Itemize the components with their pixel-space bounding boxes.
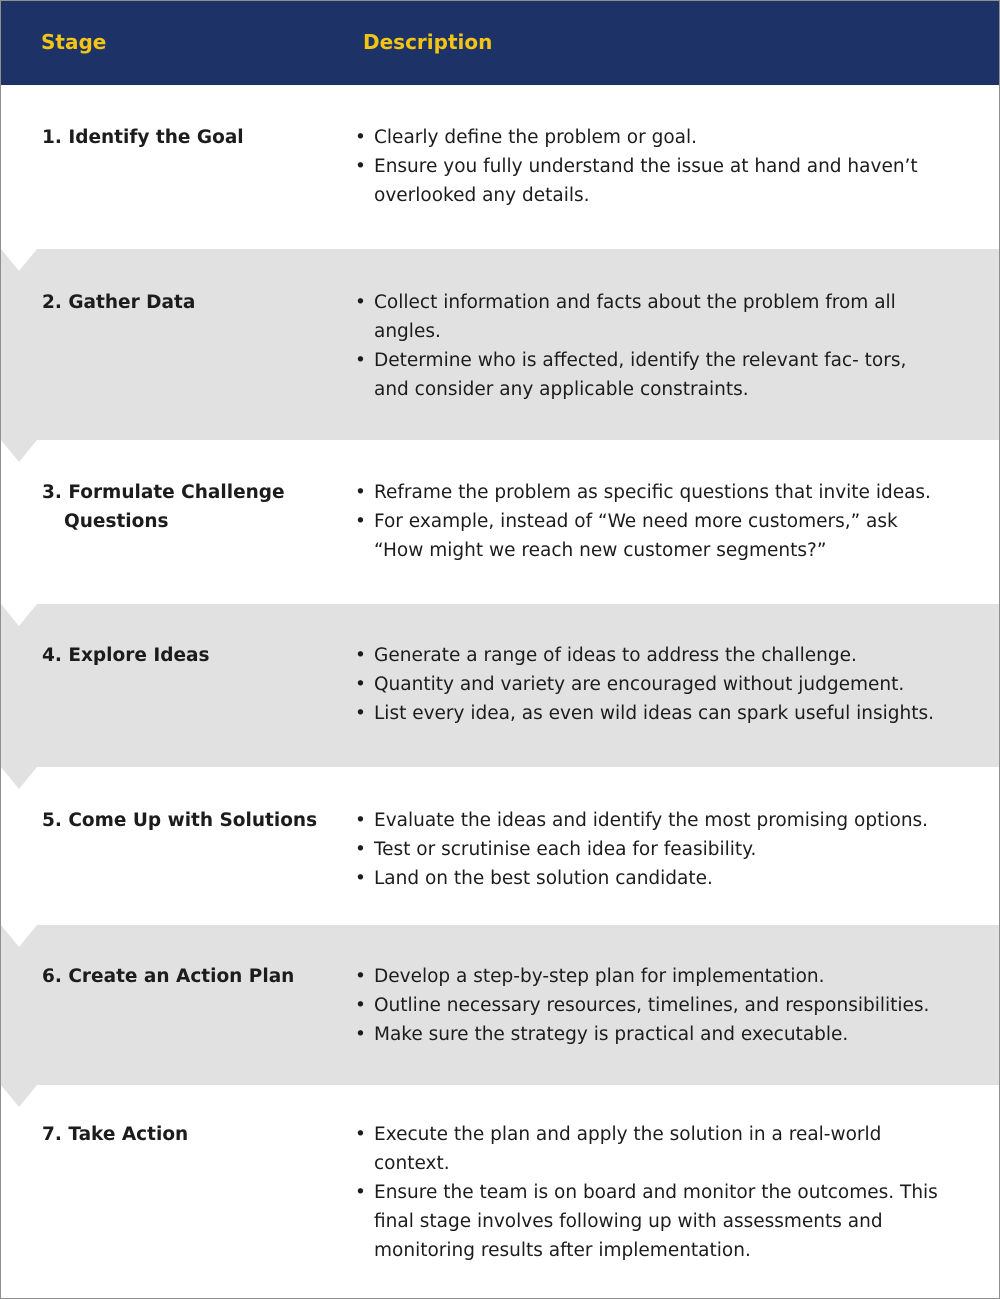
- description-bullet: • Make sure the strategy is practical and executable.: [353, 1020, 983, 1049]
- stage-text: 4. Explore Ideas: [42, 645, 210, 666]
- description-list: [353, 806, 983, 893]
- stage-label: [42, 962, 332, 991]
- description-list: [353, 123, 983, 210]
- chevron-notch: [1, 1085, 37, 1107]
- description-bullet: • Land on the best solution candidate.: [353, 864, 983, 893]
- table-header: [1, 1, 999, 85]
- description-bullet: • List every idea, as even wild ideas can spark useful insights.: [353, 699, 983, 728]
- stage-label: [42, 288, 332, 317]
- stage-text: 1. Identify the Goal: [42, 127, 244, 148]
- description-list: [353, 1120, 983, 1265]
- stage-column-header: Stage: [41, 30, 107, 54]
- stage-text: 5. Come Up with Solutions: [42, 810, 318, 831]
- description-bullet: • Determine who is affected, identify the relevant fac- tors, and consider any applicable constraints.: [353, 346, 909, 404]
- chevron-notch: [1, 440, 37, 462]
- description-bullet: • Outline necessary resources, timelines, and responsibilities.: [353, 991, 983, 1020]
- stage-label: [42, 1120, 332, 1149]
- description-list: [353, 641, 983, 728]
- description-bullet: • Execute the plan and apply the solution in a real-world context.: [353, 1120, 919, 1178]
- description-bullet: • Collect information and facts about the problem from all angles.: [353, 288, 909, 346]
- description-bullet: • Clearly define the problem or goal.: [353, 123, 983, 152]
- stage-text: 3. Formulate Challenge: [42, 482, 285, 503]
- description-bullet: • Quantity and variety are encouraged without judgement.: [353, 670, 983, 699]
- description-bullet: • Test or scrutinise each idea for feasibility.: [353, 835, 983, 864]
- description-column-header: Description: [363, 30, 493, 54]
- chevron-notch: [1, 767, 37, 789]
- chevron-notch: [1, 604, 37, 626]
- description-bullet: • Ensure the team is on board and monitor the outcomes. This final stage involves following up with assessments and monitoring results after implementation.: [353, 1178, 949, 1265]
- stage-label: [42, 641, 332, 670]
- description-bullet: • Generate a range of ideas to address the challenge.: [353, 641, 983, 670]
- stage-label: [42, 123, 332, 152]
- description-list: [353, 288, 983, 404]
- stage-text-continuation: Questions: [64, 511, 169, 532]
- stage-text: 2. Gather Data: [42, 292, 196, 313]
- description-list: [353, 962, 983, 1049]
- description-bullet: • Reframe the problem as specific questions that invite ideas.: [353, 478, 983, 507]
- stage-text: 7. Take Action: [42, 1124, 189, 1145]
- stage-text: 6. Create an Action Plan: [42, 966, 295, 987]
- description-list: [353, 478, 983, 565]
- chevron-notch: [1, 925, 37, 947]
- description-bullet: • Develop a step-by-step plan for implementation.: [353, 962, 983, 991]
- stage-label: [42, 806, 332, 835]
- description-bullet: • Evaluate the ideas and identify the most promising options.: [353, 806, 983, 835]
- chevron-notch: [1, 249, 37, 271]
- stage-label: [42, 478, 332, 536]
- description-bullet: • For example, instead of “We need more customers,” ask “How might we reach new customer segments?”: [353, 507, 919, 565]
- description-bullet: • Ensure you fully understand the issue at hand and haven’t overlooked any details.: [353, 152, 959, 210]
